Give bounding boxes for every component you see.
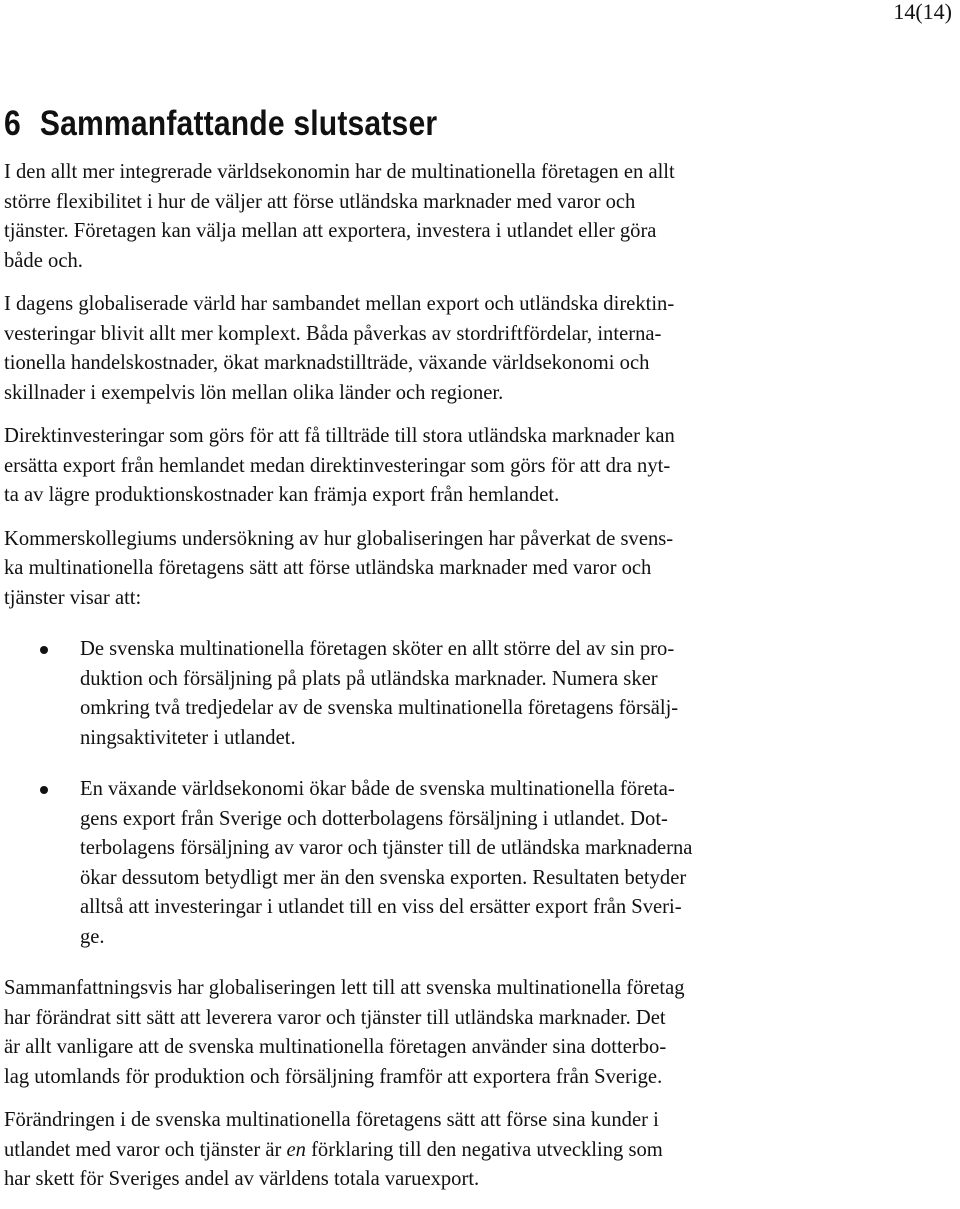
text-line: gens export från Sverige och dotterbolagens försäljning i utlandet. Dot- — [80, 807, 668, 830]
text-line: ökar dessutom betydligt mer än den svenska exporten. Resultaten betyder — [80, 866, 687, 889]
text-line: tjänster visar att: — [4, 586, 142, 609]
text-line: större flexibilitet i hur de väljer att förse utländska marknader med varor och — [4, 190, 636, 213]
text-line: Förändringen i de svenska multinationella företagens sätt att förse sina kunder i — [4, 1109, 659, 1131]
page-number: 14(14) — [893, 0, 952, 24]
text-segment: utlandet med varor och tjänster är — [4, 1138, 287, 1161]
text-line: En växande världsekonomi ökar både de svenska multinationella företa- — [80, 778, 675, 800]
section-title: Sammanfattande slutsatser — [39, 104, 438, 143]
text-line: Kommerskollegiums undersökning av hur globaliseringen har påverkat de svens- — [4, 527, 674, 550]
text-line: alltså att investeringar i utlandet till en viss del ersätter export från Sveri- — [80, 896, 682, 918]
paragraph-globalisation — [4, 290, 854, 408]
text-line: Direktinvesteringar som görs för att få tillträde till stora utländska marknader kan — [4, 425, 675, 447]
paragraph-summary — [4, 974, 854, 1092]
text-line: I den allt mer integrerade världsekonomin har de multinationella företagen en allt — [4, 161, 675, 183]
text-line: ersätta export från hemlandet medan direktinvesteringar som görs för att dra nyt- — [4, 454, 671, 477]
text-line: lag utomlands för produktion och försäljning framför att exportera från Sverige. — [4, 1065, 663, 1088]
text-line: tjänster. Företagen kan välja mellan att exportera, investera i utlandet eller göra — [4, 220, 657, 242]
text-line: duktion och försäljning på plats på utländska marknader. Numera sker — [80, 667, 658, 690]
bullet-icon — [40, 646, 48, 654]
section-heading — [4, 100, 437, 148]
text-line: ge. — [80, 925, 105, 948]
text-line: tionella handelskostnader, ökat marknadstillträde, växande världsekonomi och — [4, 352, 650, 374]
bullet-icon — [40, 786, 48, 794]
list-item — [4, 775, 854, 952]
emphasis-text: en — [286, 1138, 306, 1161]
document-body — [4, 158, 854, 1209]
section-number: 6 — [4, 104, 21, 143]
text-line: har skett för Sveriges andel av världens totala varuexport. — [4, 1168, 480, 1190]
paragraph-conclusion — [4, 1106, 854, 1195]
paragraph-direct-investment — [4, 422, 854, 511]
text-line: är allt vanligare att de svenska multinationella företagen använder sina dotterbo- — [4, 1036, 667, 1058]
text-line: vesteringar blivit allt mer komplext. Båda påverkas av stordriftfördelar, interna- — [4, 322, 662, 345]
paragraph-survey — [4, 525, 854, 614]
findings-list — [4, 635, 854, 952]
text-line: både och. — [4, 249, 83, 272]
text-line: skillnader i exempelvis lön mellan olika länder och regioner. — [4, 381, 504, 404]
text-line: ka multinationella företagens sätt att förse utländska marknader med varor och — [4, 557, 652, 579]
text-line: omkring två tredjedelar av de svenska multinationella företagens försälj- — [80, 697, 679, 719]
text-line: Sammanfattningsvis har globaliseringen lett till att svenska multinationella företag — [4, 977, 685, 999]
text-line: De svenska multinationella företagen sköter en allt större del av sin pro- — [80, 638, 675, 660]
text-line: har förändrat sitt sätt att leverera varor och tjänster till utländska marknader. Det — [4, 1006, 666, 1029]
text-line: ta av lägre produktionskostnader kan främja export från hemlandet. — [4, 484, 560, 506]
list-item — [4, 635, 854, 753]
text-line — [4, 1136, 854, 1166]
paragraph-intro — [4, 158, 854, 276]
text-segment: förklaring till den negativa utveckling som — [305, 1138, 663, 1161]
text-line: I dagens globaliserade värld har sambandet mellan export och utländska direktin- — [4, 293, 675, 315]
text-line: ningsaktiviteter i utlandet. — [80, 726, 296, 749]
text-line: terbolagens försäljning av varor och tjänster till de utländska marknaderna — [80, 837, 693, 859]
